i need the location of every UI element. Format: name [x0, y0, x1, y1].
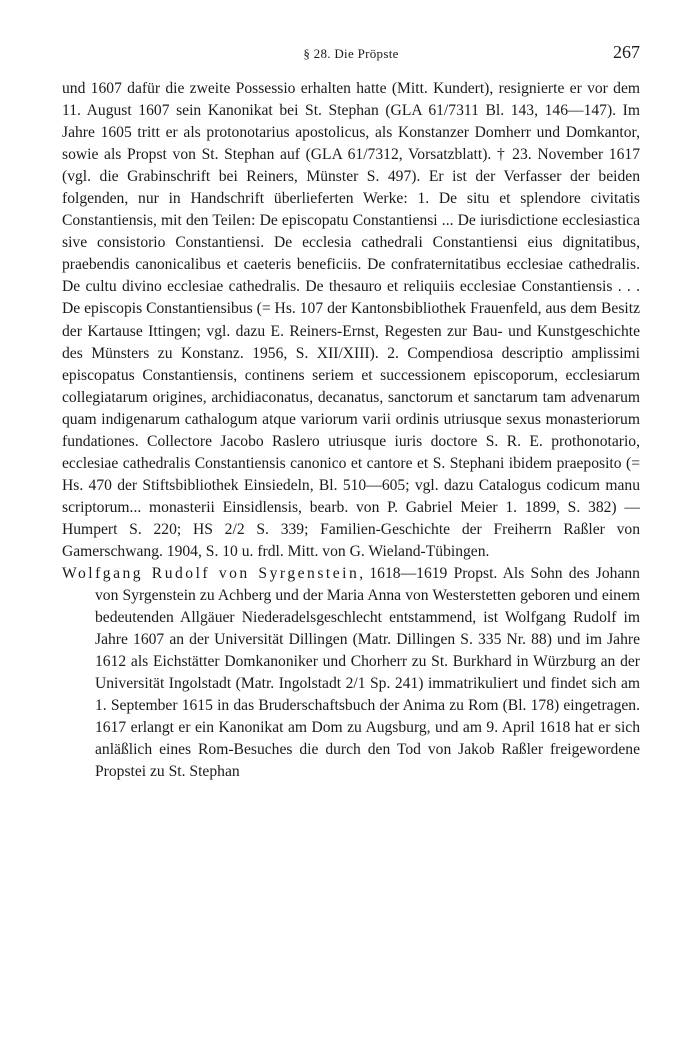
body-text	[62, 78, 640, 784]
page-number: 267	[613, 42, 640, 62]
running-title: § 28. Die Pröpste	[303, 46, 399, 61]
entry-paragraph	[62, 563, 640, 783]
entry-text: , 1618—1619 Propst. Als Sohn des Johann von Syrgenstein zu Achberg und der Maria Anna von Westerstetten geboren und einem bedeutenden Allgäuer Niederadelsgeschlecht entstammend, ist Wolfgang Rudolf im Jahre 1607 an der Universität Dillingen (Matr. Dillingen S. 335 Nr. 88) und im Jahre 1612 als Eichstätter Domkanoniker und Chorherr zu St. Burkhard in Würzburg an der Universität Ingolstadt (Matr. Ingolstadt 2/1 Sp. 241) immatrikuliert und findet sich am 1. September 1615 in das Bruderschaftsbuch der Anima zu Rom (Bl. 178) eingetragen. 1617 erlangt er ein Kanonikat am Dom zu Augsburg, und am 9. April 1618 hat er sich anläßlich eines Rom-Besuches die durch den Tod von Jakob Raßler freigewordene Propstei zu St. Stephan	[95, 565, 640, 781]
running-head	[62, 42, 640, 66]
paragraph-continuation: und 1607 dafür die zweite Possessio erhalten hatte (Mitt. Kundert), resignierte er vor dem 11. August 1607 sein Kanonikat bei St. Stephan (GLA 61/7311 Bl. 143, 146—147). Im Jahre 1605 tritt er als protonotarius apostolicus, als Konstanzer Domherr und Domkantor, sowie als Propst von St. Stephan auf (GLA 61/7312, Vorsatzblatt). † 23. November 1617 (vgl. die Grabinschrift bei Reiners, Münster S. 497). Er ist der Verfasser der beiden folgenden, nur in Handschrift überlieferten Werke: 1. De situ et splendore civitatis Constantiensis, mit den Teilen: De episcopatu Constantiensi ... De iurisdictione ecclesiastica sive consistorio Constantiensi. De ecclesia cathedrali Constantiensi eius dignitatibus, praebendis canonicalibus et caeteris beneficiis. De confraternitatibus ecclesiae cathedralis. De cultu divino ecclesiae cathedralis. De thesauro et reliquiis ecclesiae Constantiensis . . . De episcopis Constantiensibus (= Hs. 107 der Kantonsbibliothek Frauenfeld, aus dem Besitz der Kartause Ittingen; vgl. dazu E. Reiners-Ernst, Regesten zur Bau- und Kunstgeschichte des Münsters zu Konstanz. 1956, S. XII/XIII). 2. Compendiosa descriptio amplissimi episcopatus Constantiensis, continens seriem et successionem episcoporum, ecclesiarum collegiatarum origines, archidiaconatus, decanatus, sanctorum et sanctarum tam advenarum quam indigenarum cathalogum atque variorum varii ordinis utriusque sexus monasteriorum fundationes. Collectore Jacobo Raslero utriusque iuris doctore S. R. E. prothonotario, ecclesiae cathedralis Constantiensis canonico et cantore et S. Stephani ibidem praeposito (= Hs. 470 der Stiftsbibliothek Einsiedeln, Bl. 510—605; vgl. dazu Catalogus codicum manu scriptorum... monasterii Einsidlensis, bearb. von P. Gabriel Meier 1. 1899, S. 382) — Humpert S. 220; HS 2/2 S. 339; Familien-Geschichte der Freiherrn Raßler von Gamerschwang. 1904, S. 10 u. frdl. Mitt. von G. Wieland-Tübingen.	[62, 80, 640, 560]
entry-name: Wolfgang Rudolf von Syrgenstein	[62, 565, 360, 583]
